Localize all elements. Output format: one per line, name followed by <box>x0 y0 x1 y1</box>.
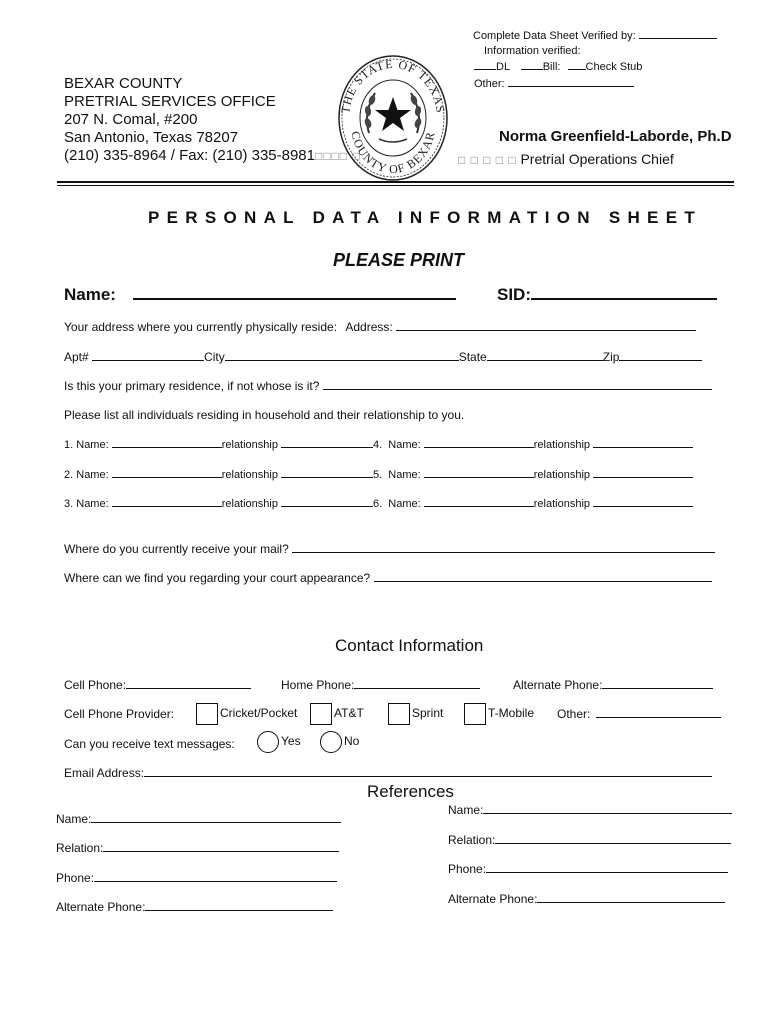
state-field[interactable] <box>487 360 603 361</box>
household-name-label: Name: <box>76 469 109 481</box>
household-relationship-field-6[interactable] <box>593 506 693 507</box>
household-relationship-label: relationship <box>221 439 278 451</box>
provider-tmobile <box>464 703 534 725</box>
court-line <box>64 571 712 585</box>
chief-ghost-glyphs: □ □ □ □ □ <box>458 153 517 167</box>
ref-right-alt-phone-line <box>448 892 725 906</box>
tmobile-label: T-Mobile <box>488 706 535 721</box>
household-number: 4. <box>373 439 383 451</box>
alternate-phone-line <box>513 678 713 692</box>
household-name-field-4[interactable] <box>424 447 534 448</box>
email-line <box>64 766 712 780</box>
household-row <box>64 439 693 451</box>
chief-title: Pretrial Operations Chief <box>520 151 674 167</box>
sprint-label: Sprint <box>412 706 444 721</box>
office-name: PRETRIAL SERVICES OFFICE <box>64 93 276 110</box>
sprint-checkbox[interactable] <box>388 703 410 725</box>
bill-label: Bill: <box>542 61 561 73</box>
household-name-label: Name: <box>388 498 421 510</box>
address-prompt: Your address where you currently physically reside: <box>64 320 338 334</box>
household-name-field-2[interactable] <box>112 477 222 478</box>
household-number: 2. <box>64 469 74 481</box>
home-phone-line <box>281 678 480 692</box>
provider-label: Cell Phone Provider: <box>64 707 175 721</box>
verify-documents-line <box>474 61 642 73</box>
household-relationship-field-4[interactable] <box>593 447 693 448</box>
household-relationship-label: relationship <box>533 498 591 510</box>
address-field[interactable] <box>396 330 696 331</box>
email-label: Email Address: <box>64 766 145 780</box>
chief-title-line <box>458 151 674 167</box>
ref-right-phone-label: Phone: <box>448 862 487 876</box>
household-name-label: Name: <box>76 498 109 510</box>
check-stub-field[interactable] <box>568 69 586 70</box>
name-label: Name: <box>64 285 116 304</box>
household-number: 1. <box>64 439 74 451</box>
home-phone-label: Home Phone: <box>281 678 355 692</box>
mail-field[interactable] <box>292 552 715 553</box>
verified-by-line <box>473 30 717 42</box>
primary-residence-field[interactable] <box>323 389 712 390</box>
text-yes-radio[interactable] <box>257 731 279 753</box>
provider-other-line <box>557 707 721 721</box>
apt-field[interactable] <box>92 360 204 361</box>
zip-label: Zip <box>602 350 620 364</box>
ref-left-relation-field[interactable] <box>103 851 339 852</box>
chief-name: Norma Greenfield-Laborde, Ph.D <box>499 128 732 145</box>
household-name-label: Name: <box>76 439 109 451</box>
name-field[interactable] <box>133 298 456 300</box>
office-phone: (210) 335-8964 / Fax: (210) 335-8981 <box>64 147 315 164</box>
header-divider-bottom <box>57 185 734 186</box>
household-number: 3. <box>64 498 74 510</box>
name-line <box>64 285 456 305</box>
please-print-label: PLEASE PRINT <box>333 250 465 270</box>
primary-residence-label: Is this your primary residence, if not whose is it? <box>64 379 320 393</box>
cell-phone-label: Cell Phone: <box>64 678 127 692</box>
verified-by-label: Complete Data Sheet Verified by: <box>473 30 636 42</box>
att-label: AT&T <box>334 706 364 721</box>
tmobile-checkbox[interactable] <box>464 703 486 725</box>
sid-label: SID: <box>497 285 531 304</box>
apt-label: Apt# <box>64 350 89 364</box>
ref-left-alt-phone-field[interactable] <box>145 910 333 911</box>
ref-right-name-field[interactable] <box>483 813 732 814</box>
office-street: 207 N. Comal, #200 <box>64 111 198 128</box>
household-name-label: Name: <box>388 469 421 481</box>
ref-left-name-label: Name: <box>56 812 92 826</box>
ref-right-relation-label: Relation: <box>448 833 496 847</box>
seal-top-text: THE STATE OF TEXAS <box>338 56 448 115</box>
household-relationship-label: relationship <box>533 439 591 451</box>
ref-left-relation-label: Relation: <box>56 841 104 855</box>
verified-by-field[interactable] <box>639 38 717 39</box>
office-county: BEXAR COUNTY <box>64 75 183 92</box>
ref-right-alt-phone-field[interactable] <box>537 902 725 903</box>
household-row <box>64 469 693 481</box>
provider-att <box>310 703 364 725</box>
bexar-county-seal <box>337 53 449 183</box>
verify-other-label: Other: <box>474 78 505 90</box>
provider-other-label: Other: <box>557 707 591 721</box>
household-name-field-1[interactable] <box>112 447 222 448</box>
court-field[interactable] <box>374 581 712 582</box>
form-title: PERSONAL DATA INFORMATION SHEET <box>148 208 703 227</box>
ref-left-relation-line <box>56 841 339 855</box>
mail-line <box>64 542 715 556</box>
household-prompt: Please list all individuals residing in household and their relationship to you. <box>64 408 465 422</box>
household-relationship-field-2[interactable] <box>281 477 373 478</box>
ref-left-alt-phone-line <box>56 900 333 914</box>
dl-check-field[interactable] <box>474 69 496 70</box>
household-row <box>64 498 693 510</box>
office-phone-line <box>64 147 361 165</box>
office-ghost-glyphs: □□□□ □ <box>315 149 361 163</box>
verify-other-line <box>474 78 634 90</box>
header-divider-top <box>57 181 734 183</box>
contact-heading: Contact Information <box>335 636 484 655</box>
text-no-option <box>320 731 359 753</box>
email-field[interactable] <box>144 776 712 777</box>
city-field[interactable] <box>225 360 459 361</box>
bill-check-field[interactable] <box>521 69 543 70</box>
primary-residence-line <box>64 379 712 393</box>
household-relationship-label: relationship <box>533 469 591 481</box>
ref-right-phone-line <box>448 862 728 876</box>
household-name-label: Name: <box>388 439 421 451</box>
household-relationship-label: relationship <box>221 469 278 481</box>
provider-cricket <box>196 703 297 725</box>
household-name-field-5[interactable] <box>424 477 534 478</box>
household-relationship-field-1[interactable] <box>281 447 373 448</box>
check-stub-label: Check Stub <box>585 61 643 73</box>
state-label: State <box>458 350 487 364</box>
ref-left-phone-field[interactable] <box>94 881 337 882</box>
cell-phone-line <box>64 678 251 692</box>
ref-left-alt-phone-label: Alternate Phone: <box>56 900 146 914</box>
att-checkbox[interactable] <box>310 703 332 725</box>
cell-phone-field[interactable] <box>126 688 251 689</box>
dl-label: DL <box>496 61 510 73</box>
city-label: City <box>204 350 225 364</box>
office-city: San Antonio, Texas 78207 <box>64 129 239 146</box>
text-no-label: No <box>344 734 360 749</box>
references-heading: References <box>367 782 454 801</box>
address-label: Address: <box>345 320 393 334</box>
mail-prompt: Where do you currently receive your mail? <box>64 542 289 556</box>
text-yes-option <box>257 731 301 753</box>
text-messages-prompt: Can you receive text messages: <box>64 737 235 751</box>
ref-right-name-label: Name: <box>448 803 484 817</box>
household-relationship-field-5[interactable] <box>593 477 693 478</box>
verify-other-field[interactable] <box>508 86 634 87</box>
seal-bottom-text: COUNTY OF BEXAR <box>348 129 438 177</box>
alternate-phone-field[interactable] <box>602 688 713 689</box>
ref-left-phone-line <box>56 871 337 885</box>
zip-field[interactable] <box>619 360 702 361</box>
text-yes-label: Yes <box>281 734 301 749</box>
household-number: 6. <box>373 498 383 510</box>
seal-star-icon <box>375 97 411 131</box>
provider-other-field[interactable] <box>596 717 721 718</box>
ref-right-relation-field[interactable] <box>495 843 731 844</box>
court-prompt: Where can we find you regarding your court appearance? <box>64 571 371 585</box>
household-relationship-field-3[interactable] <box>281 506 373 507</box>
provider-sprint <box>388 703 443 725</box>
alternate-phone-label: Alternate Phone: <box>513 678 603 692</box>
ref-right-phone-field[interactable] <box>486 872 728 873</box>
household-number: 5. <box>373 469 383 481</box>
cricket-checkbox[interactable] <box>196 703 218 725</box>
address-line <box>64 320 696 334</box>
household-name-field-6[interactable] <box>424 506 534 507</box>
ref-left-name-line <box>56 812 341 826</box>
household-name-field-3[interactable] <box>112 506 222 507</box>
home-phone-field[interactable] <box>354 688 480 689</box>
ref-right-relation-line <box>448 833 731 847</box>
ref-right-name-line <box>448 803 732 817</box>
cricket-label: Cricket/Pocket <box>220 706 298 721</box>
ref-left-name-field[interactable] <box>91 822 341 823</box>
sid-field[interactable] <box>531 298 717 300</box>
text-no-radio[interactable] <box>320 731 342 753</box>
apt-city-state-zip-line <box>64 350 702 364</box>
ref-left-phone-label: Phone: <box>56 871 95 885</box>
information-verified-label: Information verified: <box>484 45 581 57</box>
ref-right-alt-phone-label: Alternate Phone: <box>448 892 538 906</box>
sid-line <box>497 285 717 305</box>
household-relationship-label: relationship <box>221 498 278 510</box>
